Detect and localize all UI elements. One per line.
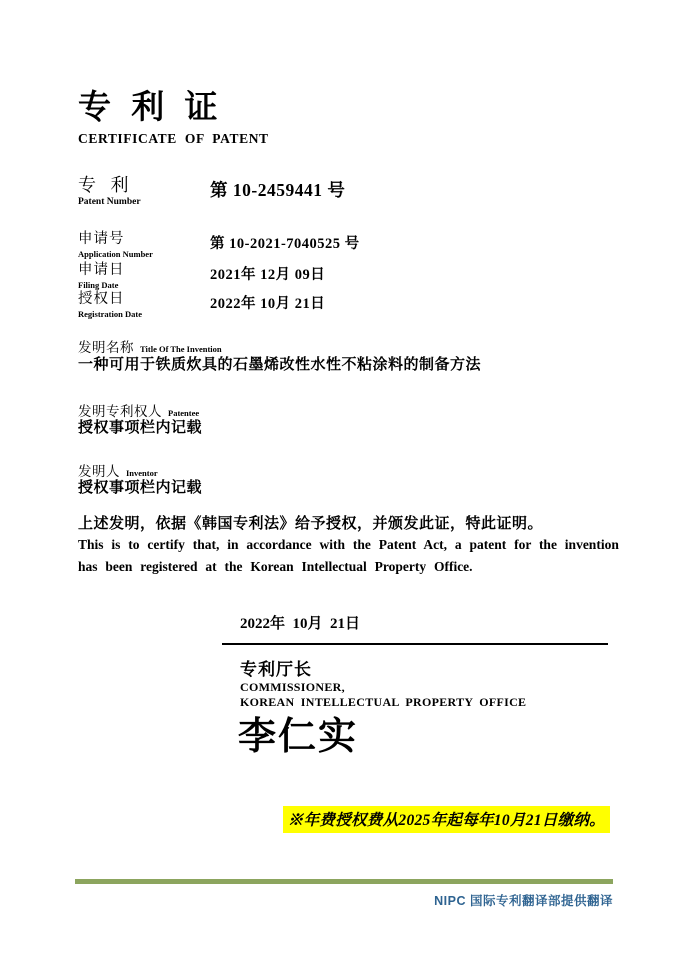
filing-date-label-en: Filing Date (78, 279, 119, 290)
filing-date-label-cn: 申请日 (78, 262, 125, 278)
patentee-value: 授权事项栏内记载 (78, 420, 203, 436)
application-number-label-en: Application Number (78, 248, 153, 259)
certificate-title-cn: 专 利 证 (78, 90, 224, 126)
footer-divider-bar (75, 879, 613, 884)
commissioner-name: 李仁实 (238, 716, 359, 758)
annuity-fee-note: ※年费授权费从2025年起每年10月21日缴纳。 (283, 806, 610, 833)
patent-number-value: 第 10-2459441 号 (210, 180, 346, 200)
application-number-value: 第 10-2021-7040525 号 (210, 236, 360, 252)
patent-number-label-cn: 专 利 (78, 175, 134, 195)
invention-title-value: 一种可用于铁质炊具的石墨烯改性水性不粘涂料的制备方法 (78, 357, 482, 373)
patentee-label-en: Patentee (168, 408, 200, 418)
commissioner-title-cn: 专利厅长 (240, 660, 312, 679)
patent-number-label (78, 176, 141, 207)
certificate-title-en: CERTIFICATE OF PATENT (78, 131, 269, 146)
invention-title-label-cn: 发明名称 (78, 340, 134, 355)
certification-statement-cn: 上述发明，依据《韩国专利法》给予授权，并颁发此证，特此证明。 (78, 516, 544, 532)
patent-number-label-en: Patent Number (78, 196, 141, 207)
translation-credit: NIPC 国际专利翻译部提供翻译 (434, 894, 613, 908)
invention-title-label-en: Title Of The Invention (140, 344, 222, 354)
inventor-label-cn: 发明人 (78, 464, 120, 479)
certification-statement-en-line2: has been registered at the Korean Intellectual Property Office. (78, 559, 473, 574)
registration-date-label-cn: 授权日 (78, 291, 125, 307)
application-number-label-cn: 申请号 (78, 231, 125, 247)
issue-date: 2022年 10月 21日 (240, 616, 361, 632)
filing-date-value: 2021年 12月 09日 (210, 267, 326, 283)
inventor-label-en: Inventor (126, 468, 158, 478)
inventor-value: 授权事项栏内记载 (78, 480, 203, 496)
registration-date-label (78, 292, 142, 319)
registration-date-label-en: Registration Date (78, 308, 142, 319)
signature-divider (222, 643, 608, 645)
commissioner-title-en-line1: COMMISSIONER, (240, 680, 345, 694)
registration-date-value: 2022年 10月 21日 (210, 296, 326, 312)
application-number-label (78, 232, 153, 259)
patentee-label-cn: 发明专利权人 (78, 404, 162, 419)
commissioner-title-en-line2: KOREAN INTELLECTUAL PROPERTY OFFICE (240, 695, 527, 709)
filing-date-label (78, 263, 125, 290)
certification-statement-en-line1: This is to certify that, in accordance with the Patent Act, a patent for the invention (78, 537, 619, 552)
